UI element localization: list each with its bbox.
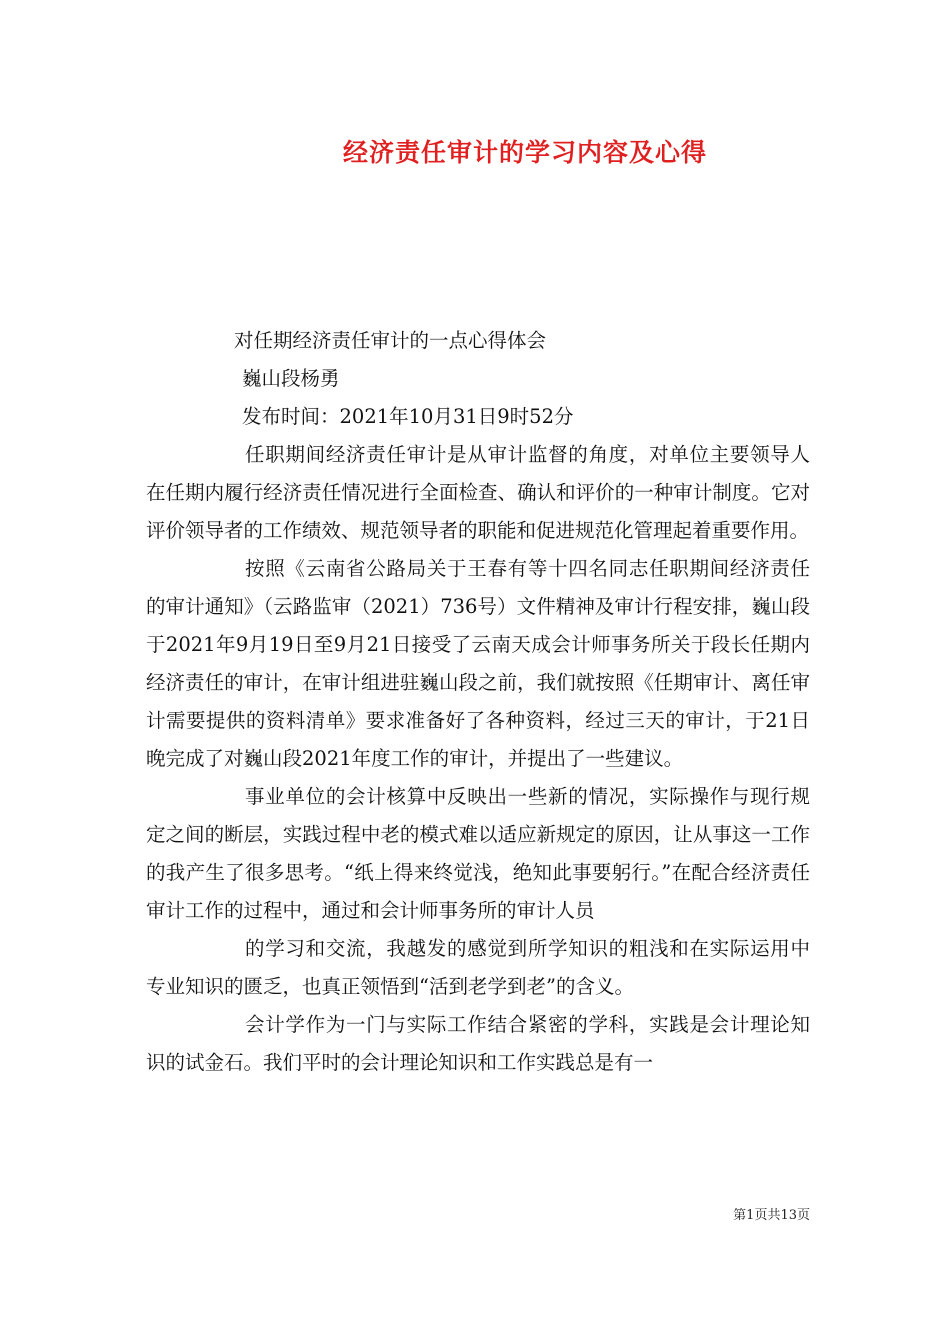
paragraph-2: 按照《云南省公路局关于王春有等十四名同志任职期间经济责任的审计通知》（云路监审（2021）736号）文件精神及审计行程安排，巍山段于2021年9月19日至9月21日接受了云南天成会计师事务所关于段长任期内经济责任的审计，在审计组进驻巍山段之前，我们就按照《任期审计、离任审计需要提供的资料清单》要求准备好了各种资料，经过三天的审计，于21日晚完成了对巍山段2021年度工作的审计，并提出了一些建议。 bbox=[146, 557, 810, 770]
article-author: 巍山段杨勇 bbox=[242, 367, 340, 390]
paragraph-3: 事业单位的会计核算中反映出一些新的情况，实际操作与现行规定之间的断层，实践过程中老的模式难以适应新规定的原因，让从事这一工作的我产生了很多思考。“纸上得来终觉浅，绝知此事要躬行。”在配合经济责任审计工作的过程中，通过和会计师事务所的审计人员 bbox=[146, 785, 810, 922]
document-title: 经济责任审计的学习内容及心得 bbox=[342, 138, 707, 167]
publish-time: 发布时间：2021年10月31日9时52分 bbox=[242, 405, 574, 428]
document-body bbox=[146, 322, 810, 1082]
article-heading: 对任期经济责任审计的一点心得体会 bbox=[234, 329, 547, 352]
paragraph-5: 会计学作为一门与实际工作结合紧密的学科，实践是会计理论知识的试金石。我们平时的会计理论知识和工作实践总是有一 bbox=[146, 1013, 810, 1074]
page-number: 第1页共13页 bbox=[733, 1208, 810, 1223]
paragraph-4: 的学习和交流，我越发的感觉到所学知识的粗浅和在实际运用中专业知识的匮乏，也真正领悟到“活到老学到老”的含义。 bbox=[146, 937, 810, 998]
paragraph-1: 任职期间经济责任审计是从审计监督的角度，对单位主要领导人在任期内履行经济责任情况进行全面检查、确认和评价的一种审计制度。它对评价领导者的工作绩效、规范领导者的职能和促进规范化管理起着重要作用。 bbox=[146, 443, 810, 542]
